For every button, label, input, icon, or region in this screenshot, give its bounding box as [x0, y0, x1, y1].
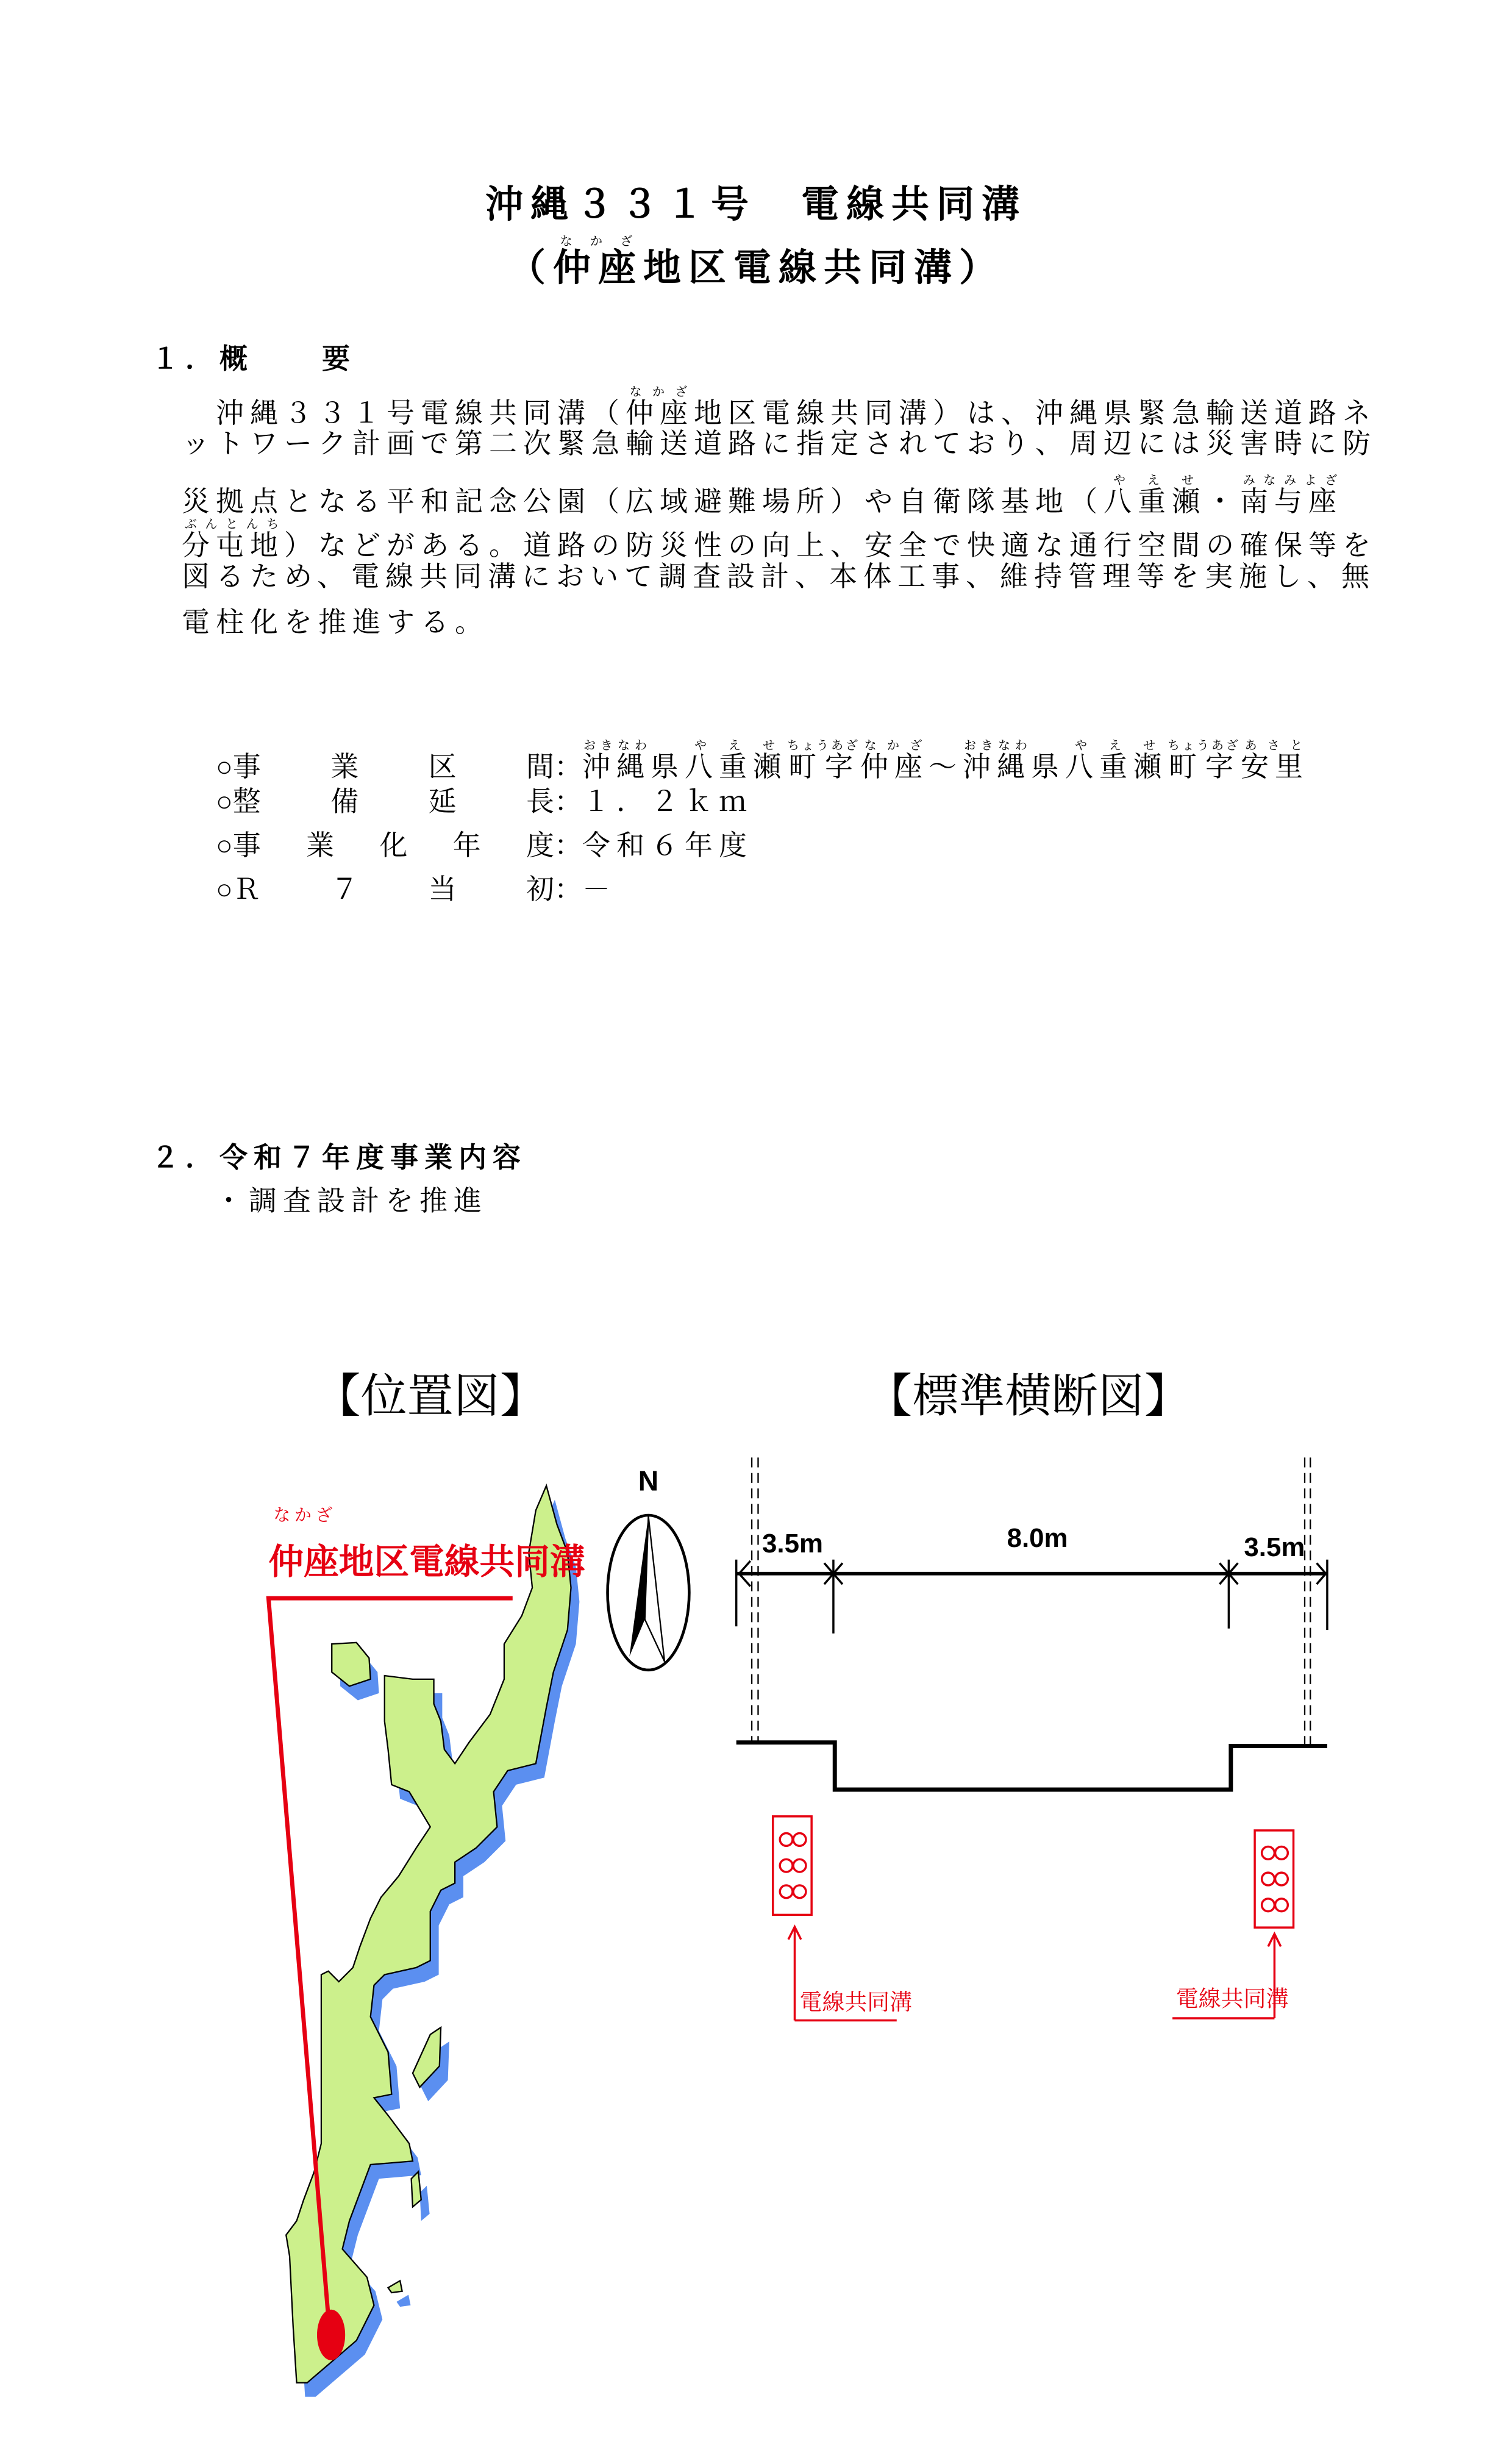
label-char: 化: [379, 830, 408, 861]
label-char: ○事: [216, 830, 261, 861]
section2-heading: ２．令和７年度事業内容: [151, 1141, 527, 1173]
label-char: 度: [526, 830, 554, 861]
cross-section: [736, 1457, 1327, 1790]
cross-section-title: 【標準横断図】: [866, 1370, 1191, 1423]
ruby-word: 仲座なかざ: [860, 739, 929, 782]
detail-item: [216, 832, 753, 860]
label-char: 区: [428, 751, 457, 782]
overview-line: [182, 563, 1375, 591]
map-label: 仲座地区電線共同溝: [268, 1542, 585, 1582]
label-char: ７: [330, 874, 359, 905]
furigana: やえせ: [685, 739, 787, 752]
furigana: みなみよざ: [1240, 474, 1343, 487]
road-profile: [736, 1743, 1327, 1790]
label-char: 業: [330, 751, 359, 782]
ruby-word: 分屯地ぶんとんち: [182, 518, 284, 561]
furigana: なかざ: [860, 739, 929, 752]
page-title: 沖縄３３１号 電線共同溝: [485, 184, 1027, 226]
separator: ：: [554, 874, 582, 905]
subtitle-ruby: [552, 235, 643, 289]
furigana: やえせ: [1104, 474, 1206, 487]
text-run: 電柱化を推進する。: [182, 607, 489, 638]
text-run: 地区電線共同溝）は、沖縄県緊急輸送道路ネ: [694, 398, 1377, 429]
furigana: なかざ: [626, 385, 694, 399]
section2-bullet: ・調査設計を推進: [215, 1185, 488, 1216]
location-marker: [317, 2310, 345, 2360]
overview-line: [182, 518, 1377, 560]
label-char: 長: [526, 786, 554, 817]
north-label: N: [638, 1465, 659, 1497]
page-subtitle: [0, 235, 1512, 287]
detail-value: [582, 786, 753, 817]
ruby-word: 八重瀬やえせ: [1104, 474, 1206, 517]
map-land: [286, 1486, 571, 2383]
ruby-word: 町字ちょうあざ: [1168, 739, 1241, 782]
overview-line: [182, 474, 1343, 516]
text-run: 県: [1031, 751, 1065, 782]
separator: ：: [554, 786, 582, 817]
label-char: ○Ｒ: [216, 874, 261, 905]
text-run: 県: [651, 751, 685, 782]
furigana: おきなわ: [963, 739, 1031, 752]
dim-left: 3.5m: [762, 1529, 823, 1559]
ruby-word: 八重瀬やえせ: [1065, 739, 1168, 782]
label-char: 延: [428, 786, 457, 817]
overview-line: [182, 609, 489, 637]
detail-label: [216, 753, 554, 781]
section1-heading: １．概 要: [151, 343, 356, 374]
location-map-title: 【位置図】: [314, 1370, 547, 1423]
figures: [244, 1341, 1341, 2439]
text-run: 令和６年度: [582, 830, 753, 861]
detail-label: [216, 832, 554, 860]
subtitle-rest: 地区電線共同溝）: [643, 247, 1005, 289]
detail-label: [216, 876, 554, 904]
conduit-left-label: 電線共同溝: [799, 1990, 913, 2015]
text-run: －: [582, 874, 616, 905]
ruby-word: 仲座なかざ: [626, 385, 694, 429]
detail-value: [582, 830, 753, 861]
detail-value: [582, 874, 616, 905]
text-run: ットワーク計画で第二次緊急輸送道路に指定されており、周辺には災害時に防: [182, 428, 1377, 459]
ruby-word: 町字ちょうあざ: [787, 739, 860, 782]
subtitle-open: （: [507, 247, 553, 289]
detail-item: [216, 788, 753, 816]
map-label-ruby: なかざ: [273, 1505, 337, 1525]
text-run: 沖縄３３１号電線共同溝（: [182, 398, 626, 429]
ruby-word: 沖縄おきなわ: [582, 739, 651, 782]
detail-label: [216, 788, 554, 816]
overview-line: [182, 385, 1377, 427]
furigana: ちょうあざ: [1168, 739, 1241, 752]
north-arrow: [608, 1465, 690, 1670]
label-char: 初: [526, 874, 554, 905]
furigana: あさと: [1241, 739, 1309, 752]
label-char: ○整: [216, 786, 261, 817]
furigana: おきなわ: [582, 739, 651, 752]
overview-line: [182, 430, 1377, 458]
detail-item: [216, 739, 1309, 781]
label-char: 当: [428, 874, 457, 905]
compass-icon: [608, 1515, 690, 1670]
furigana: やえせ: [1065, 739, 1168, 752]
text-run: ～: [929, 751, 963, 782]
detail-item: [216, 876, 616, 904]
label-char: 年: [452, 830, 481, 861]
conduit-right-label: 電線共同溝: [1175, 1986, 1289, 2012]
ruby-word: 南与座みなみよざ: [1240, 474, 1343, 517]
dim-right: 3.5m: [1244, 1532, 1305, 1562]
ruby-word: 安里あさと: [1241, 739, 1309, 782]
separator: ：: [554, 751, 582, 782]
dim-center: 8.0m: [1007, 1523, 1068, 1553]
ruby-base: 仲座: [552, 247, 643, 289]
label-char: 間: [526, 751, 554, 782]
label-char: 業: [306, 830, 335, 861]
text-run: 図るため、電線共同溝において調査設計、本体工事、維持管理等を実施し、無: [182, 561, 1376, 592]
text-run: 災拠点となる平和記念公園（広域避難場所）や自衛隊基地（: [182, 486, 1104, 517]
detail-value: [582, 739, 1309, 782]
ruby-word: 八重瀬やえせ: [685, 739, 787, 782]
separator: ：: [554, 830, 582, 861]
text-run: ）などがある。道路の防災性の向上、安全で快適な通行空間の確保等を: [284, 530, 1377, 561]
furigana: ちょうあざ: [787, 739, 860, 752]
ruby-text: なかざ: [552, 235, 643, 248]
label-char: 備: [330, 786, 359, 817]
ruby-word: 沖縄おきなわ: [963, 739, 1031, 782]
label-char: ○事: [216, 751, 261, 782]
furigana: ぶんとんち: [182, 518, 284, 531]
text-run: １．２ｋｍ: [582, 786, 753, 817]
okinawa-map: [268, 1486, 585, 2397]
text-run: ・: [1206, 486, 1240, 517]
